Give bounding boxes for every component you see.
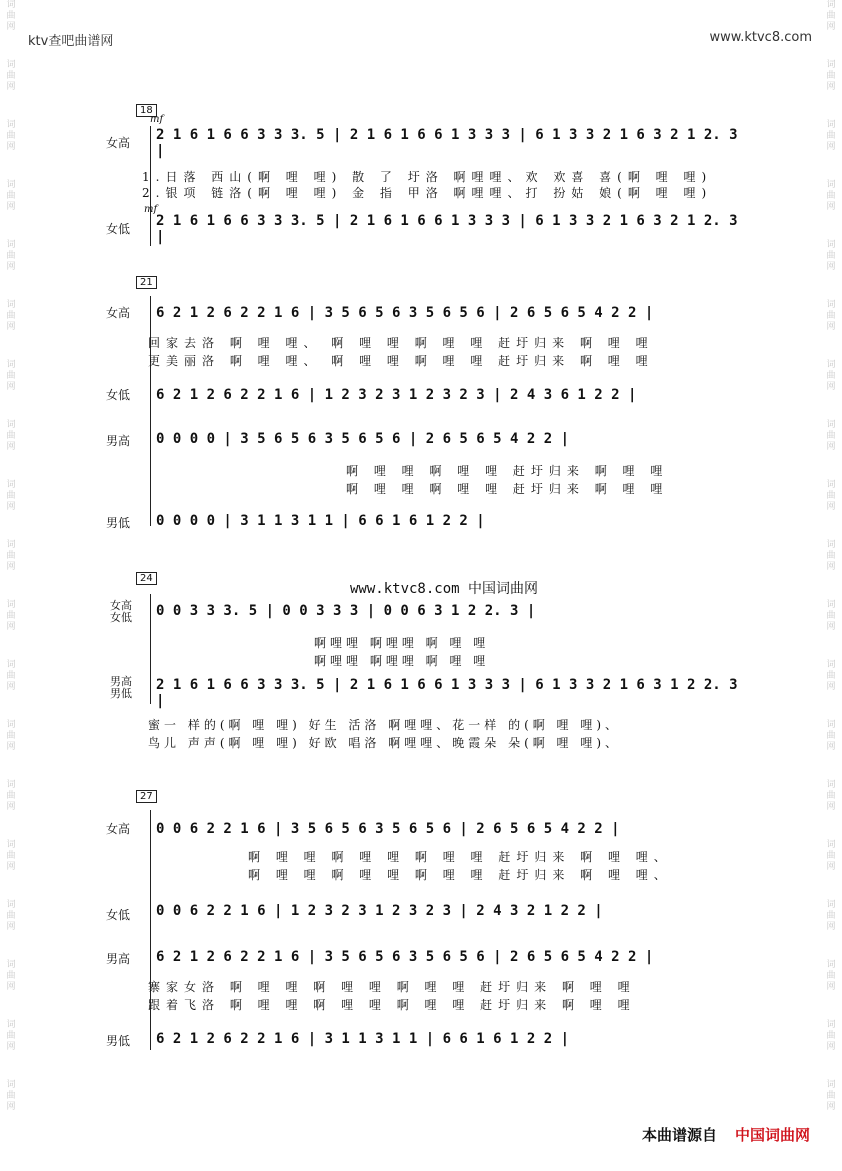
source-footer — [642, 1124, 810, 1145]
site-url: www.ktvc8.com — [709, 30, 812, 45]
measure-number: 18 — [136, 104, 157, 117]
notation-line: 6 2 1 2 6 2 2 1 6 | 3 5 6 5 6 3 5 6 5 6 | 2 6 5 6 5 4 2 2 | — [156, 949, 654, 965]
score-system-2 — [64, 276, 704, 536]
dynamic-mark: mf — [150, 114, 164, 125]
center-watermark: www.ktvc8.com 中国词曲网 — [350, 581, 539, 597]
measure-number: 27 — [136, 790, 157, 803]
score-system-1 — [64, 104, 738, 245]
system-bracket — [150, 594, 151, 704]
notation-line: 0 0 6 2 2 1 6 | 1 2 3 2 3 1 2 3 2 3 | 2 4 3 2 1 2 2 | — [156, 903, 603, 919]
voice-label: 女低 — [105, 388, 130, 402]
notation-line: 6 2 1 2 6 2 2 1 6 | 1 2 3 2 3 1 2 3 2 3 | 2 4 3 6 1 2 2 | — [156, 387, 637, 403]
lyric-line: 更美丽洛 啊 哩 哩、 啊 哩 哩 啊 哩 哩 赶圩归来 啊 哩 哩 — [148, 354, 654, 368]
notation-line: 2 1 6 1 6 6 3 3 3. 5 | 2 1 6 1 6 6 1 3 3 3 | 6 1 3 3 2 1 6 3 2 1 2. 3 | — [156, 127, 738, 159]
dynamic-mark: mf — [144, 204, 158, 215]
lyric-line: 啊 哩 哩 啊 哩 哩 赶圩归来 啊 哩 哩 — [346, 464, 669, 478]
lyric-line: 啊 哩 哩 啊 哩 哩 啊 哩 哩 赶圩归来 啊 哩 哩、 — [248, 850, 672, 864]
lyric-line: 啊哩哩 啊哩哩 啊 哩 哩 — [314, 654, 490, 668]
notation-line: 2 1 6 1 6 6 3 3 3. 5 | 2 1 6 1 6 6 1 3 3 3 | 6 1 3 3 2 1 6 3 2 1 2. 3 | — [156, 213, 738, 245]
notation-line: 6 2 1 2 6 2 2 1 6 | 3 5 6 5 6 3 5 6 5 6 | 2 6 5 6 5 4 2 2 | — [156, 305, 654, 321]
voice-label: 男高男低 — [110, 675, 132, 700]
lyric-line: 回家去洛 啊 哩 哩、 啊 哩 哩 啊 哩 哩 赶圩归来 啊 哩 哩 — [148, 336, 654, 350]
lyric-line: 鸟儿 声声(啊 哩 哩) 好欧 唱洛 啊哩哩、晚霞朵 朵(啊 哩 哩)、 — [148, 736, 622, 750]
lyric-line: 2.银项 链洛(啊 哩 哩) 金 指 甲洛 啊哩哩、打 扮姑 娘(啊 哩 哩) — [142, 186, 713, 200]
left-watermark: 词 曲 网 词 曲 网 词 曲 网 词 曲 网 词 曲 网 词 曲 网 词 曲 网 词 曲 网 词 曲 网 词 曲 网 词 曲 网 词 曲 网 词 曲 网 词 曲 网 词 曲 网 词 曲 网 词 曲 网 词 曲 网 词 曲 网 — [6, 0, 16, 1112]
source-site-link[interactable]: 中国词曲网 — [734, 1126, 810, 1144]
voice-label: 女高 — [105, 822, 130, 836]
lyric-line: 1.日落 西山(啊 哩 哩) 散 了 圩洛 啊哩哩、欢 欢喜 喜(啊 哩 哩) — [142, 170, 713, 184]
lyric-line: 寨家女洛 啊 哩 哩 啊 哩 哩 啊 哩 哩 赶圩归来 啊 哩 哩 — [148, 980, 636, 994]
notation-line: 0 0 6 2 2 1 6 | 3 5 6 5 6 3 5 6 5 6 | 2 6 5 6 5 4 2 2 | — [156, 821, 620, 837]
notation-line: 0 0 3 3 3. 5 | 0 0 3 3 3 | 0 0 6 3 1 2 2. 3 | — [156, 603, 536, 619]
voice-label: 女高 — [105, 136, 130, 150]
measure-number: 21 — [136, 276, 157, 289]
voice-label: 女低 — [105, 222, 130, 236]
voice-label: 女高 — [105, 306, 130, 320]
voice-label: 女高女低 — [110, 599, 132, 624]
measure-number: 24 — [136, 572, 157, 585]
lyric-line: 跟着飞洛 啊 哩 哩 啊 哩 哩 啊 哩 哩 赶圩归来 啊 哩 哩 — [148, 998, 636, 1012]
score-system-4 — [64, 790, 704, 1060]
voice-label: 男低 — [105, 1034, 130, 1048]
system-bracket — [150, 810, 151, 1050]
voice-label: 男高 — [105, 952, 130, 966]
score-system-3 — [64, 572, 738, 752]
notation-line: 0 0 0 0 | 3 5 6 5 6 3 5 6 5 6 | 2 6 5 6 5 4 2 2 | — [156, 431, 570, 447]
right-watermark: 词 曲 网 词 曲 网 词 曲 网 词 曲 网 词 曲 网 词 曲 网 词 曲 网 词 曲 网 词 曲 网 词 曲 网 词 曲 网 词 曲 网 词 曲 网 词 曲 网 词 曲 网 词 曲 网 词 曲 网 词 曲 网 词 曲 网 — [826, 0, 836, 1112]
lyric-line: 蜜一 样的(啊 哩 哩) 好生 活洛 啊哩哩、花一样 的(啊 哩 哩)、 — [148, 718, 622, 732]
voice-label: 男高 — [105, 434, 130, 448]
lyric-line: 啊 哩 哩 啊 哩 哩 赶圩归来 啊 哩 哩 — [346, 482, 669, 496]
notation-line: 6 2 1 2 6 2 2 1 6 | 3 1 1 3 1 1 | 6 6 1 6 1 2 2 | — [156, 1031, 570, 1047]
site-name: ktv查吧曲谱网 — [28, 34, 114, 49]
system-bracket — [150, 296, 151, 526]
source-label: 本曲谱源自 — [641, 1126, 717, 1144]
notation-line: 2 1 6 1 6 6 3 3 3. 5 | 2 1 6 1 6 6 1 3 3 3 | 6 1 3 3 2 1 6 3 1 2 2. 3 | — [156, 677, 738, 709]
voice-label: 男低 — [105, 516, 130, 530]
lyric-line: 啊 哩 哩 啊 哩 哩 啊 哩 哩 赶圩归来 啊 哩 哩、 — [248, 868, 672, 882]
lyric-line: 啊哩哩 啊哩哩 啊 哩 哩 — [314, 636, 490, 650]
notation-line: 0 0 0 0 | 3 1 1 3 1 1 | 6 6 1 6 1 2 2 | — [156, 513, 485, 529]
voice-label: 女低 — [105, 908, 130, 922]
